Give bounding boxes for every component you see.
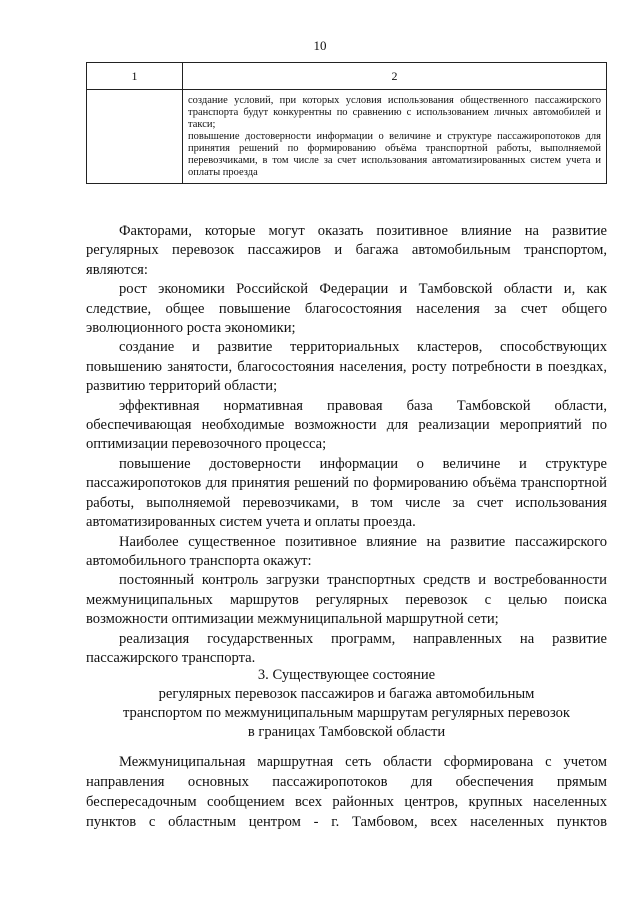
table-header-col-2: 2 xyxy=(183,63,607,90)
paragraph-list-item: создание и развитие территориальных кластеров, способствующих повышению занятости, благосостояния населения, росту потребности в поездках, развитию территорий области; xyxy=(86,339,607,395)
paragraph-list-item: постоянный контроль загрузки транспортных средств и востребованности межмуниципальных маршрутов регулярных перевозок с целью поиска возможности оптимизации межмуниципальной маршрутной сети; xyxy=(86,572,607,628)
section-body xyxy=(86,752,607,832)
section-heading-line: транспортом по межмуниципальным маршрутам регулярных перевозок xyxy=(122,705,571,721)
table-cell-paragraph: повышение достоверности информации о величине и структуре пассажиропотоков для принятия решений по формированию объёма транспортной работы, выполняемой перевозчиками, в том числе за счет использования автоматизированных систем учета и оплаты проезда xyxy=(188,131,601,178)
paragraph-factors-intro: Факторами, которые могут оказать позитивное влияние на развитие регулярных перевозок пассажиров и багажа автомобильным транспортом, являются: xyxy=(86,223,607,278)
page-number: 10 xyxy=(313,38,327,53)
section-heading-line: в границах Тамбовской области xyxy=(247,724,446,740)
table-row xyxy=(87,90,607,184)
table-header-row xyxy=(87,63,607,90)
table-cell-col-2 xyxy=(183,90,607,184)
table-cell-col-1 xyxy=(87,90,183,184)
body-text xyxy=(86,222,607,668)
paragraph-list-item: повышение достоверности информации о величине и структуре пассажиропотоков для принятия решений по формированию объёма транспортной работы, выполняемой перевозчиками, в том числе за счет использования автоматизированных систем учета и оплаты проезда. xyxy=(86,455,607,531)
table-cell-paragraph: создание условий, при которых условия использования общественного пассажирского транспорта будут конкурентны по сравнению с использованием личных автомобилей и такси; xyxy=(188,95,601,130)
paragraph-influence-intro: Наиболее существенное позитивное влияние на развитие пассажирского автомобильного транспорта окажут: xyxy=(86,533,607,569)
paragraph-list-item: эффективная нормативная правовая база Тамбовской области, обеспечивающая необходимые возможности для реализации мероприятий по оптимизации перевозочного процесса; xyxy=(86,397,607,453)
continued-table xyxy=(86,62,607,184)
section-heading xyxy=(86,666,607,742)
paragraph-list-item: рост экономики Российской Федерации и Тамбовской области и, как следствие, общее повышение благосостояния населения за счет общего эволюционного роста экономики; xyxy=(86,281,607,337)
table-header-col-1: 1 xyxy=(87,63,183,90)
section-heading-line: 3. Существующее состояние xyxy=(257,667,436,683)
section-paragraph: Межмуниципальная маршрутная сеть области сформирована с учетом направления основных пассажиропотоков для обеспечения прямым беспересадочным сообщением всех районных центров, крупных населенных пунктов с областным центром - г. Тамбовом, всех населенных пунктов xyxy=(86,754,607,830)
paragraph-list-item: реализация государственных программ, направленных на развитие пассажирского транспорта. xyxy=(86,630,607,666)
section-heading-line: регулярных перевозок пассажиров и багажа автомобильным xyxy=(158,686,535,702)
